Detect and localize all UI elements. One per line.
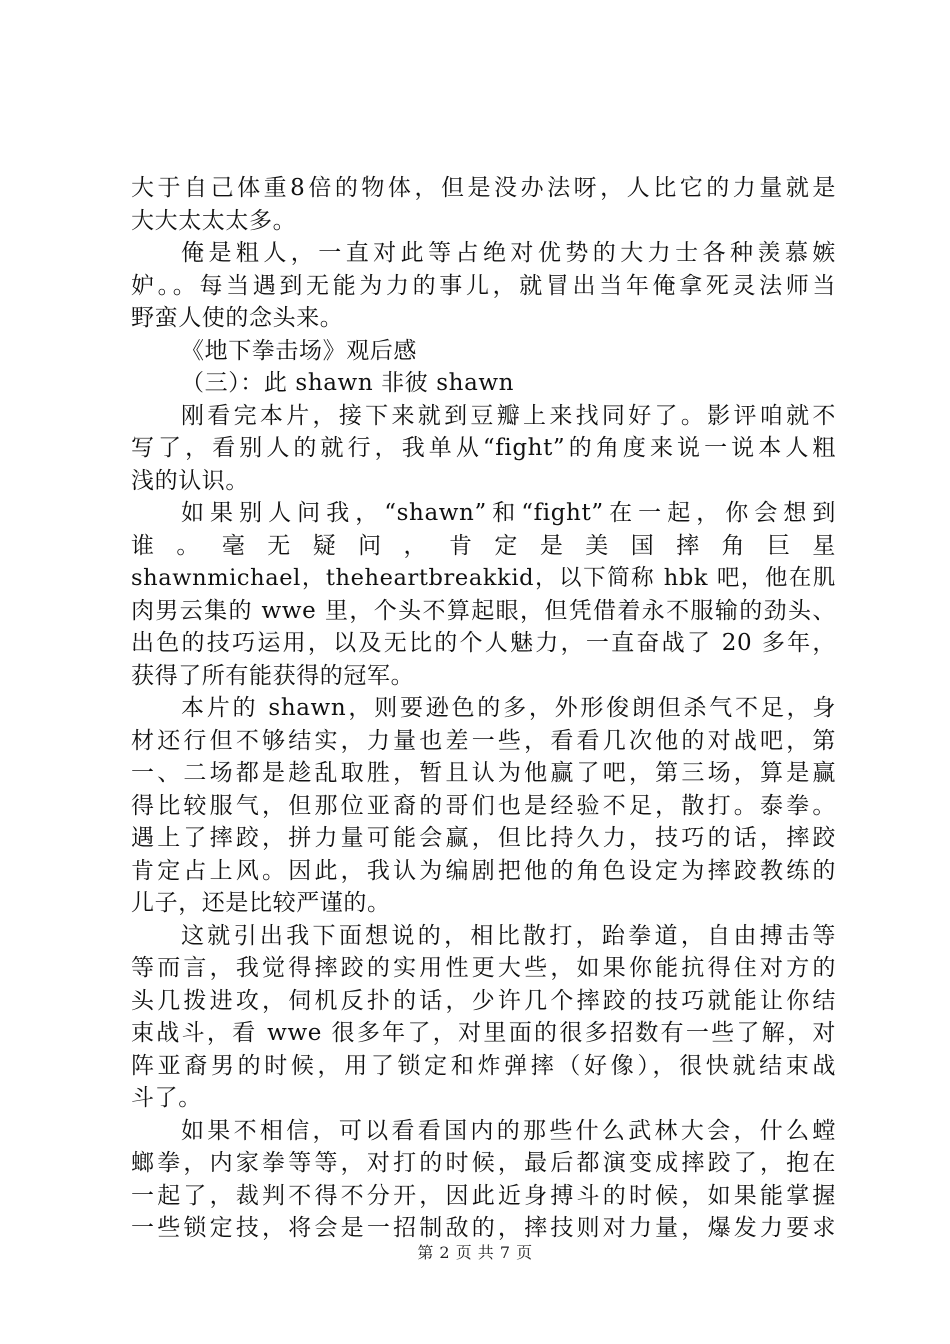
text-line: 获得了所有能获得的冠军。 — [131, 662, 415, 689]
text-line: 谁 。 毫 无 疑 问 ， 肯 定 是 美 国 摔 角 巨 星 — [131, 532, 836, 559]
text-line: 本片的 shawn，则要逊色的多，外形俊朗但杀气不足，身 — [181, 695, 836, 721]
text-line: shawnmichael，theheartbreakkid，以下简称 hbk 吧，他在肌 — [131, 565, 836, 591]
text-line: 得比较服气，但那位亚裔的哥们也是经验不足，散打。泰拳。 — [131, 792, 836, 819]
text-line: 阵亚裔男的时候，用了锁定和炸弹摔（好像），很快就结束战 — [131, 1052, 836, 1079]
page-footer: 第 2 页 共 7 页 — [417, 1243, 533, 1262]
text-line: 妒。。每当遇到无能为力的事儿，就冒出当年俺拿死灵法师当 — [131, 272, 836, 299]
text-line: 大于自己体重8倍的物体，但是没办法呀，人比它的力量就是 — [131, 175, 836, 201]
text-line: 如果不相信，可以看看国内的那些什么武林大会，什么螳 — [181, 1117, 836, 1144]
document-body — [131, 172, 836, 1245]
text-line: 等而言，我觉得摔跤的实用性更大些，如果你能抗得住对方的 — [131, 955, 836, 981]
text-line: 俺是粗人，一直对此等占绝对优势的大力士各种羡慕嫉 — [181, 240, 836, 266]
text-line: 《地下拳击场》观后感 — [181, 337, 417, 364]
text-line: 写了，看别人的就行，我单从“fight”的角度来说一说本人粗 — [131, 435, 836, 461]
text-line: 螂拳，内家拳等等，对打的时候，最后都演变成摔跤了，抱在 — [131, 1150, 836, 1176]
text-line: 一起了，裁判不得不分开，因此近身搏斗的时候，如果能掌握 — [131, 1182, 836, 1209]
text-line: 遇上了摔跤，拼力量可能会赢，但比持久力，技巧的话，摔跤 — [131, 825, 836, 851]
text-line: 野蛮人使的念头来。 — [131, 305, 344, 331]
text-line: 一、二场都是趁乱取胜，暂且认为他赢了吧，第三场，算是赢 — [131, 760, 836, 786]
text-line: 刚看完本片，接下来就到豆瓣上来找同好了。影评咱就不 — [181, 402, 836, 429]
text-line: 肉男云集的 wwe 里，个头不算起眼，但凭借着永不服输的劲头、 — [131, 597, 836, 624]
text-line: 大大太太太多。 — [131, 207, 297, 234]
text-line: 浅的认识。 — [131, 467, 249, 494]
text-line: （三）：此 shawn 非彼 shawn — [181, 370, 515, 396]
text-line: 一些锁定技，将会是一招制敌的，摔技则对力量，爆发力要求 — [131, 1215, 836, 1241]
text-line: 儿子，还是比较严谨的。 — [131, 890, 391, 916]
text-line: 肯定占上风。因此，我认为编剧把他的角色设定为摔跤教练的 — [131, 857, 836, 884]
text-line: 这就引出我下面想说的，相比散打，跆拳道，自由搏击等 — [181, 922, 836, 949]
text-line: 斗了。 — [131, 1085, 202, 1111]
text-line: 出色的技巧运用，以及无比的个人魅力，一直奋战了 20 多年， — [131, 630, 836, 656]
text-line: 头几拨进攻，伺机反扑的话，少许几个摔跤的技巧就能让你结 — [131, 987, 836, 1014]
text-line: 材还行但不够结实，力量也差一些，看看几次他的对战吧，第 — [131, 727, 836, 754]
text-line: 如果别人问我，“shawn”和“fight”在一起，你会想到 — [181, 500, 836, 526]
text-line: 束战斗，看 wwe 很多年了，对里面的很多招数有一些了解，对 — [131, 1020, 836, 1046]
